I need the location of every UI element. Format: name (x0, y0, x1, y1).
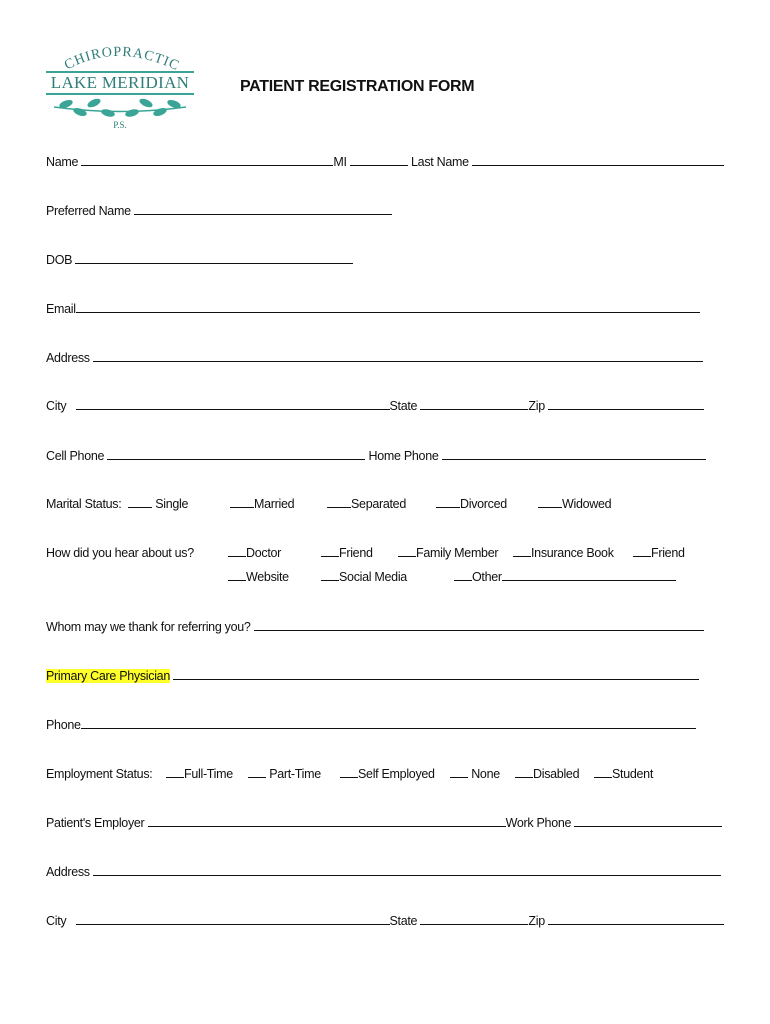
employer-row (46, 815, 722, 831)
address-field[interactable] (93, 350, 703, 362)
preferred-name-label: Preferred Name (46, 204, 131, 218)
hear-option-insurance-book[interactable]: Insurance Book (513, 545, 614, 561)
hear-option-doctor[interactable]: Doctor (228, 545, 281, 561)
physician-phone-row (46, 717, 696, 733)
primary-care-label: Primary Care Physician (46, 669, 170, 683)
marital-option-married[interactable]: Married (230, 496, 294, 512)
hear-option-social-media[interactable]: Social Media (321, 569, 407, 585)
email-field[interactable] (76, 301, 700, 313)
referrer-field[interactable] (254, 619, 704, 631)
name-row (46, 154, 724, 170)
state-label: State (389, 399, 418, 413)
cell-phone-field[interactable] (107, 448, 365, 460)
preferred-name-field[interactable] (134, 203, 392, 215)
dob-field[interactable] (75, 252, 353, 264)
employer-state-field[interactable] (420, 913, 528, 925)
city-label: City (46, 399, 67, 413)
logo-ps: P.S. (113, 120, 127, 130)
city-row (46, 398, 704, 414)
employment-status-label: Employment Status: (46, 767, 153, 781)
employer-address-label: Address (46, 865, 90, 879)
clinic-logo (44, 46, 196, 138)
email-label: Email (46, 302, 76, 316)
employer-city-field[interactable] (76, 913, 390, 925)
work-phone-label: Work Phone (505, 816, 572, 830)
employer-city-row (46, 913, 724, 929)
primary-care-row (46, 668, 699, 684)
referral-source-label: How did you hear about us? (46, 546, 194, 560)
employment-option-part-time[interactable]: Part-Time (248, 766, 321, 782)
preferred-name-row (46, 203, 392, 219)
phone-row (46, 448, 706, 464)
hear-option-friend[interactable]: Friend (321, 545, 373, 561)
mi-field[interactable] (350, 154, 408, 166)
address-label: Address (46, 351, 90, 365)
svg-text:CHIROPRACTIC: CHIROPRACTIC (62, 46, 182, 75)
employment-option-student[interactable]: Student (594, 766, 653, 782)
employer-address-row (46, 864, 721, 880)
referrer-row (46, 619, 704, 635)
primary-care-field[interactable] (173, 668, 699, 680)
employment-option-disabled[interactable]: Disabled (515, 766, 579, 782)
marital-option-divorced[interactable]: Divorced (436, 496, 507, 512)
last-name-field[interactable] (472, 154, 724, 166)
physician-phone-field[interactable] (81, 717, 696, 729)
referrer-label: Whom may we thank for referring you? (46, 620, 251, 634)
city-field[interactable] (76, 398, 390, 410)
employer-state-label: State (389, 914, 418, 928)
hear-option-other[interactable]: Other (454, 569, 676, 585)
referral-source-row (46, 545, 746, 585)
employment-status-row (46, 766, 746, 782)
employment-option-self-employed[interactable]: Self Employed (340, 766, 435, 782)
employer-field[interactable] (148, 815, 506, 827)
name-field[interactable] (81, 154, 333, 166)
dob-label: DOB (46, 253, 73, 267)
zip-label: Zip (528, 399, 545, 413)
work-phone-field[interactable] (574, 815, 722, 827)
cell-phone-label: Cell Phone (46, 449, 105, 463)
marital-option-separated[interactable]: Separated (327, 496, 406, 512)
employment-option-none[interactable]: None (450, 766, 500, 782)
employment-option-full-time[interactable]: Full-Time (166, 766, 233, 782)
mi-label: MI (333, 155, 347, 169)
employer-city-label: City (46, 914, 67, 928)
last-name-label: Last Name (411, 155, 469, 169)
leaf-branch-icon (44, 94, 196, 120)
marital-option-single[interactable]: Single (128, 496, 188, 512)
zip-field[interactable] (548, 398, 704, 410)
employer-zip-label: Zip (528, 914, 545, 928)
email-row (46, 301, 700, 317)
marital-status-row (46, 496, 746, 512)
marital-option-widowed[interactable]: Widowed (538, 496, 611, 512)
address-row (46, 350, 703, 366)
employer-label: Patient's Employer (46, 816, 145, 830)
name-label: Name (46, 155, 79, 169)
marital-status-label: Marital Status: (46, 497, 122, 511)
home-phone-label: Home Phone (368, 449, 439, 463)
employer-address-field[interactable] (93, 864, 721, 876)
logo-name: LAKE MERIDIAN (46, 71, 194, 95)
hear-option-family-member[interactable]: Family Member (398, 545, 498, 561)
form-title: PATIENT REGISTRATION FORM (240, 78, 475, 95)
hear-option-friend-2[interactable]: Friend (633, 545, 685, 561)
state-field[interactable] (420, 398, 528, 410)
employer-zip-field[interactable] (548, 913, 724, 925)
physician-phone-label: Phone (46, 718, 81, 732)
dob-row (46, 252, 353, 268)
hear-option-website[interactable]: Website (228, 569, 289, 585)
home-phone-field[interactable] (442, 448, 706, 460)
